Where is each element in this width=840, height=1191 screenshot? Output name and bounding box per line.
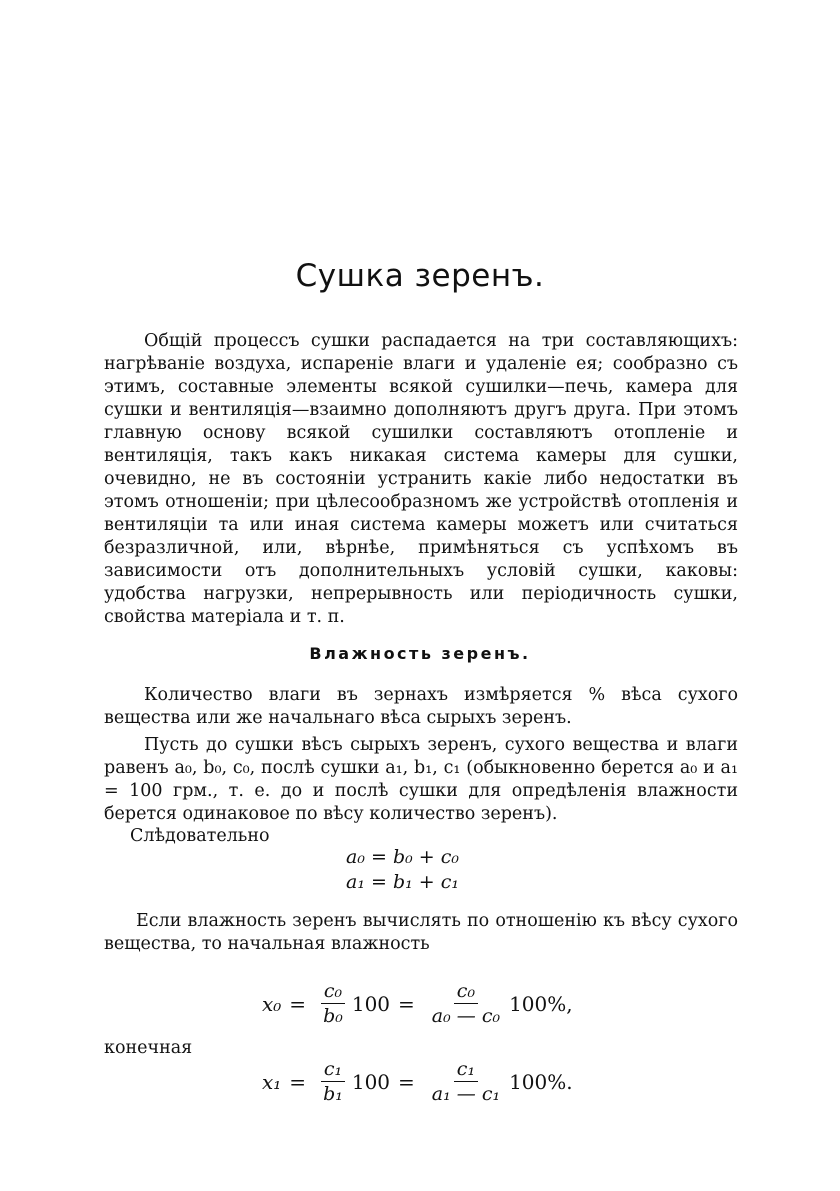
equation-before: a₀ = b₀ + c₀: [346, 846, 459, 868]
fraction-raw: [429, 980, 503, 1027]
equals-sign: =: [289, 1069, 307, 1094]
section-heading: Влажность зеренъ.: [309, 644, 531, 663]
fraction-dry: [320, 980, 346, 1027]
formula-initial-moisture: [262, 980, 573, 1027]
formula-lhs: x₀: [262, 991, 282, 1016]
fraction-numerator: c₀: [454, 980, 478, 1004]
equals-sign: =: [289, 991, 307, 1016]
lead-text: Слѣдовательно: [130, 826, 270, 846]
fraction-dry: [320, 1058, 346, 1105]
fraction-denominator: b₀: [323, 1005, 343, 1027]
fraction-numerator: c₀: [321, 980, 345, 1004]
fraction-denominator: a₀ — c₀: [431, 1005, 501, 1027]
paragraph-moisture-measure: Количество влаги въ зернахъ измѣряется % вѣса сухого вещества или же начальнаго вѣса сырыхъ зеренъ.: [104, 685, 738, 728]
multiplier: 100: [351, 1069, 391, 1094]
page-title: Сушка зеренъ.: [295, 258, 545, 294]
equals-sign: =: [398, 991, 415, 1016]
between-text: конечная: [104, 1038, 193, 1058]
fraction-denominator: b₁: [323, 1083, 343, 1105]
formula-lhs: x₁: [262, 1069, 282, 1094]
formula-tail: 100%.: [509, 1069, 573, 1094]
equals-sign: =: [398, 1069, 415, 1094]
fraction-raw: [429, 1058, 503, 1105]
intro-paragraph: Общій процессъ сушки распадается на три составляющихъ: нагрѣваніе воздуха, испареніе влаги и удаленіе ея; сообразно съ этимъ, составные элементы всякой сушилки—печь, камера для сушки и вентиляція—взаимно дополняютъ другъ друга. При этомъ главную основу всякой сушилки составляютъ отопленіе и вентиляція, такъ какъ никакая система камеры для сушки, очевидно, не въ состояніи устранить какіе либо недостатки въ этомъ отношеніи; при цѣлесообразномъ же устройствѣ отопленія и вентиляціи та или иная система камеры можетъ или считаться безразличной, или, вѣрнѣе, примѣняться съ успѣхомъ въ зависимости отъ дополнительныхъ условій сушки, каковы: удобства нагрузки, непрерывность или періодичность сушки, свойства матеріала и т. п.: [104, 331, 738, 627]
fraction-numerator: c₁: [454, 1058, 478, 1082]
fraction-denominator: a₁ — c₁: [431, 1083, 501, 1105]
equation-after: a₁ = b₁ + c₁: [346, 871, 459, 893]
fraction-numerator: c₁: [321, 1058, 345, 1082]
paragraph-initial-moisture: Если влажность зеренъ вычислять по отношенію къ вѣсу сухого вещества, то начальная влажность: [104, 911, 738, 954]
formula-tail: 100%,: [509, 991, 573, 1016]
formula-final-moisture: [262, 1058, 573, 1105]
paragraph-weights: Пусть до сушки вѣсъ сырыхъ зеренъ, сухого вещества и влаги равенъ a₀, b₀, c₀, послѣ сушки a₁, b₁, c₁ (обыкновенно берется a₀ и a₁ = 100 грм., т. е. до и послѣ сушки для опредѣленія влажности берется одинаковое по вѣсу количество зеренъ).: [104, 735, 738, 824]
multiplier: 100: [351, 991, 391, 1016]
